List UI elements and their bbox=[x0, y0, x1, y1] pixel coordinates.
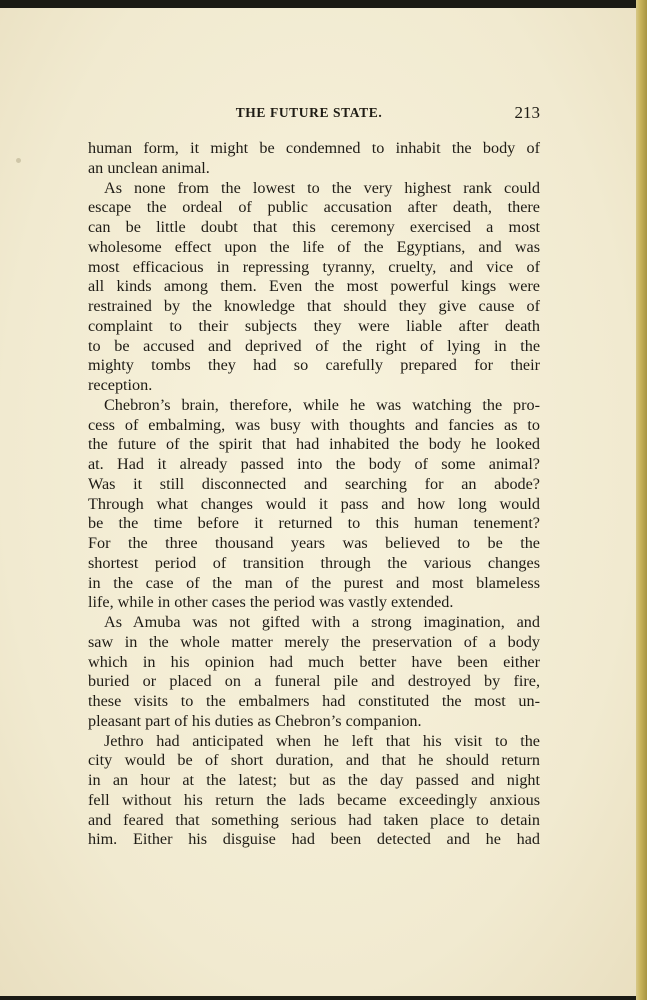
text-line: mighty tombs they had so carefully prepared for their bbox=[88, 356, 540, 375]
text-line: life, while in other cases the period was vastly extended. bbox=[88, 593, 454, 612]
text-line: to be accused and deprived of the right of lying in the bbox=[88, 336, 540, 355]
text-line: most efficacious in repressing tyranny, cruelty, and vice of bbox=[88, 257, 540, 276]
text-line: Chebron’s brain, therefore, while he was watching the pro- bbox=[104, 395, 540, 414]
book-page bbox=[0, 8, 636, 996]
text-line: human form, it might be condemned to inhabit the body of bbox=[88, 139, 540, 157]
text-line: all kinds among them. Even the most powerful kings were bbox=[88, 277, 540, 296]
text-line: Jethro had anticipated when he left that his visit to the bbox=[104, 731, 540, 750]
text-line: an unclean animal. bbox=[88, 158, 210, 177]
text-line: For the three thousand years was believed to be the bbox=[88, 534, 540, 552]
running-head bbox=[88, 102, 540, 124]
text-line: in an hour at the latest; but as the day passed and night bbox=[88, 771, 540, 789]
text-line: Was it still disconnected and searching for an abode? bbox=[88, 474, 540, 493]
page-speck bbox=[16, 158, 21, 163]
page-number: 213 bbox=[514, 103, 540, 122]
text-line: and feared that something serious had taken place to detain bbox=[88, 810, 540, 829]
text-line: saw in the whole matter merely the preservation of a body bbox=[88, 632, 540, 651]
text-line: restrained by the knowledge that should they give cause of bbox=[88, 297, 540, 315]
text-line: the future of the spirit that had inhabited the body he looked bbox=[88, 435, 540, 454]
text-line: cess of embalming, was busy with thoughts and fancies as to bbox=[88, 415, 540, 434]
text-line: complaint to their subjects they were liable after death bbox=[88, 316, 540, 335]
text-line: these visits to the embalmers had constituted the most un- bbox=[88, 692, 540, 710]
running-head-title: THE FUTURE STATE. bbox=[235, 105, 383, 120]
text-line: Through what changes would it pass and how long would bbox=[88, 494, 540, 513]
text-line: escape the ordeal of public accusation after death, there bbox=[88, 198, 540, 217]
body-text bbox=[88, 139, 540, 850]
text-line: him. Either his disguise had been detected and he had bbox=[88, 830, 540, 849]
text-line: be the time before it returned to this human tenement? bbox=[88, 514, 540, 533]
text-line: city would be of short duration, and that he should return bbox=[88, 751, 540, 770]
text-line: buried or placed on a funeral pile and destroyed by fire, bbox=[88, 672, 540, 691]
text-line: in the case of the man of the purest and most blameless bbox=[88, 573, 540, 592]
text-line: which in his opinion had much better have been either bbox=[88, 652, 540, 671]
text-line: pleasant part of his duties as Chebron’s companion. bbox=[88, 711, 422, 730]
text-line: can be little doubt that this ceremony exercised a most bbox=[88, 218, 540, 236]
text-line: reception. bbox=[88, 376, 153, 394]
text-line: As none from the lowest to the very highest rank could bbox=[104, 178, 540, 197]
text-line: wholesome effect upon the life of the Egyptians, and was bbox=[88, 237, 540, 256]
text-line: fell without his return the lads became exceedingly anxious bbox=[88, 790, 540, 809]
text-line: As Amuba was not gifted with a strong imagination, and bbox=[104, 613, 540, 631]
text-line: at. Had it already passed into the body of some animal? bbox=[88, 455, 540, 473]
text-line: shortest period of transition through the various changes bbox=[88, 553, 540, 572]
book-spine-edge bbox=[636, 0, 647, 1000]
